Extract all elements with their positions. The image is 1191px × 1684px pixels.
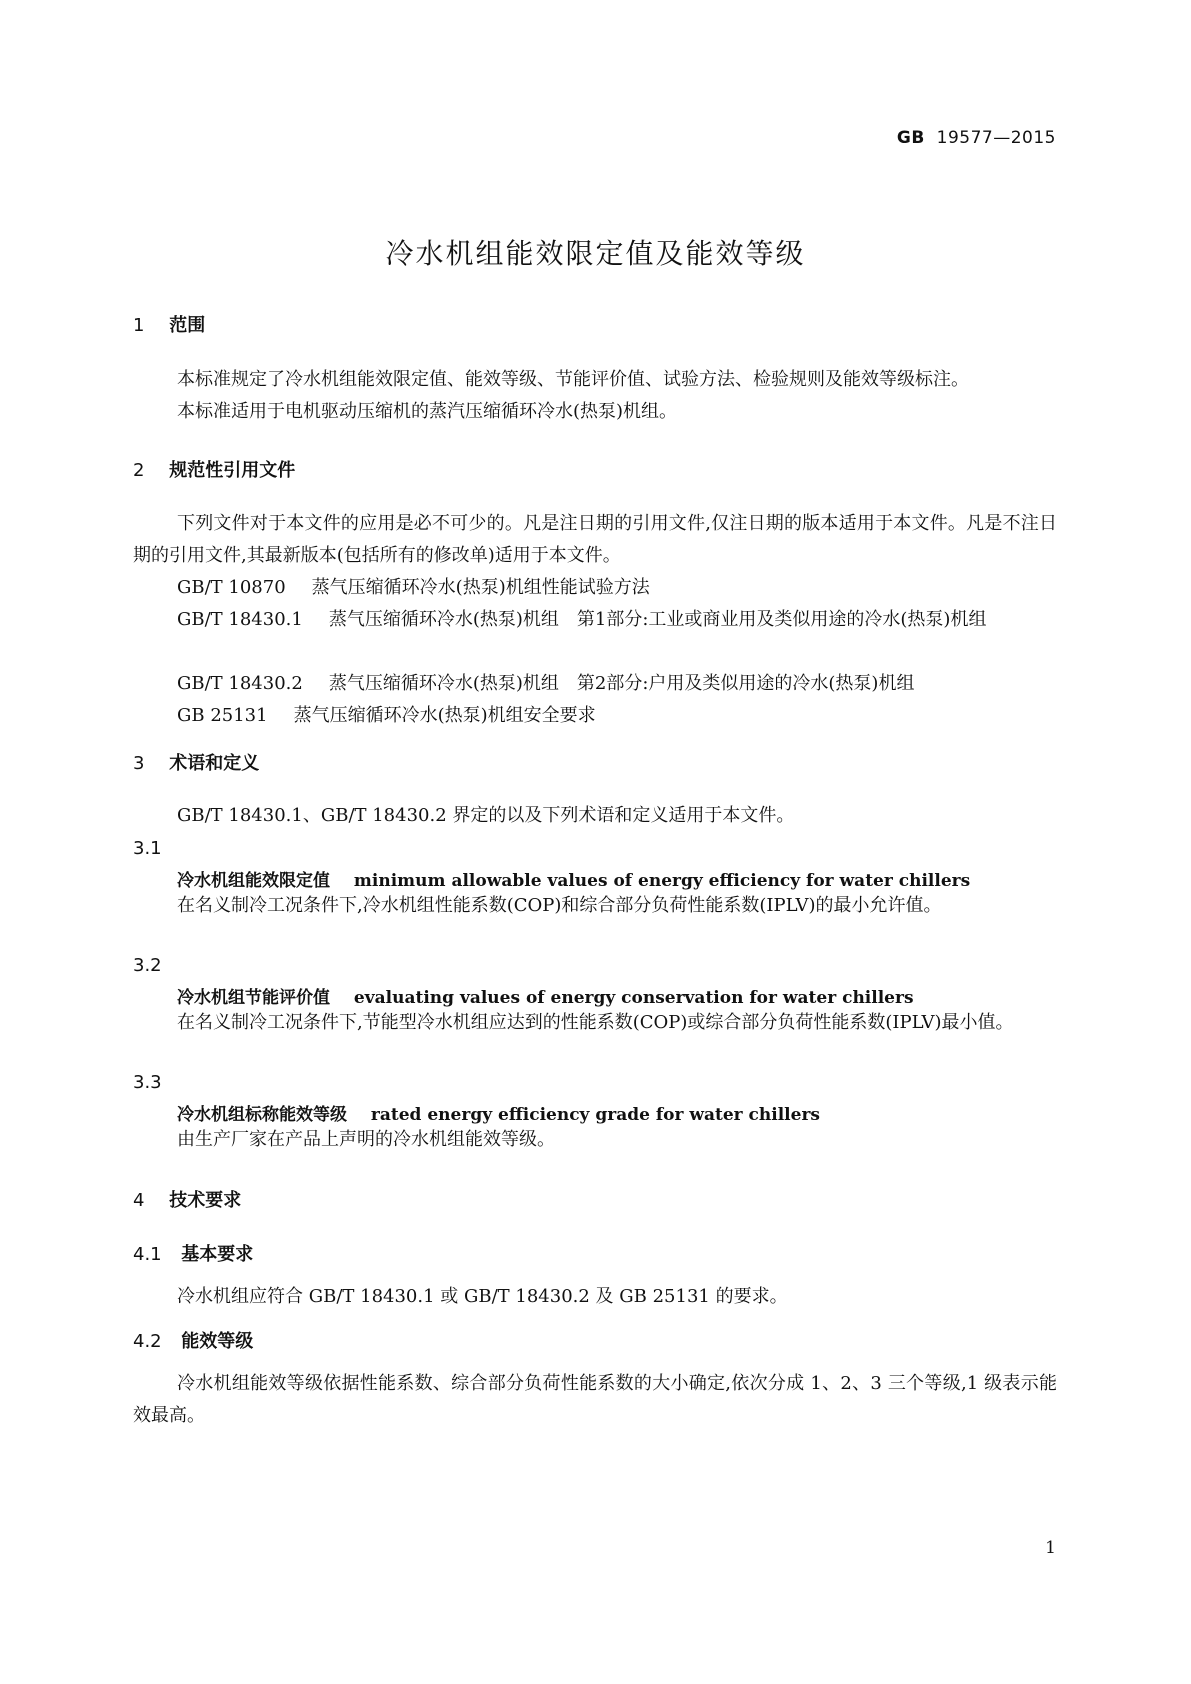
term-heading [177,866,970,891]
reference-title: 蒸气压缩循环冷水(热泵)机组安全要求 [293,705,596,726]
section-title: 技术要求 [169,1190,242,1211]
standard-code [897,128,1056,148]
standard-code-prefix: GB [896,128,925,148]
term-number: 3.1 [133,838,162,859]
term-number: 3.2 [133,955,162,976]
document-title: 冷水机组能效限定值及能效等级 [385,237,806,270]
subsection-number: 4.1 [133,1244,162,1265]
page-number: 1 [1045,1538,1056,1558]
subsection-title: 能效等级 [181,1331,254,1352]
subsection-4-1-text: 冷水机组应符合 GB/T 18430.1 或 GB/T 18430.2 及 GB 25131 的要求。 [177,1286,788,1307]
subsection-4-2-heading [133,1327,253,1353]
section-1-heading [133,311,205,337]
term-chinese: 冷水机组节能评价值 [177,988,330,1008]
section-title: 规范性引用文件 [169,460,296,481]
term-heading [177,1100,820,1125]
normative-reference [177,668,914,700]
section-2-intro: 下列文件对于本文件的应用是必不可少的。凡是注日期的引用文件,仅注日期的版本适用于本文件。凡是不注日期的引用文件,其最新版本(包括所有的修改单)适用于本文件。 [133,513,1057,566]
section-1-paragraph: 本标准适用于电机驱动压缩机的蒸汽压缩循环冷水(热泵)机组。 [177,401,678,422]
normative-reference [177,572,650,604]
term-english: minimum allowable values of energy efficiency for water chillers [353,871,971,891]
term-english: evaluating values of energy conservation for water chillers [353,988,914,1008]
term-chinese: 冷水机组标称能效等级 [177,1105,347,1125]
subsection-number: 4.2 [133,1331,162,1352]
reference-code: GB 25131 [177,705,268,726]
term-chinese: 冷水机组能效限定值 [177,871,330,891]
section-3-heading [133,749,259,775]
term-definition: 在名义制冷工况条件下,节能型冷水机组应达到的性能系数(COP)或综合部分负荷性能系数(IPLV)最小值。 [177,1012,1014,1033]
standard-code-number: 19577—2015 [936,128,1056,148]
subsection-4-2-text: 冷水机组能效等级依据性能系数、综合部分负荷性能系数的大小确定,依次分成 1、2、3 三个等级,1 级表示能效最高。 [133,1373,1057,1426]
section-number: 1 [133,315,145,336]
reference-code: GB/T 18430.1 [177,609,303,630]
section-title: 术语和定义 [169,753,260,774]
section-4-heading [133,1186,241,1212]
reference-code: GB/T 10870 [177,577,286,598]
reference-title: 蒸气压缩循环冷水(热泵)机组 第2部分:户用及类似用途的冷水(热泵)机组 [328,673,915,694]
term-heading [177,983,914,1008]
term-definition: 在名义制冷工况条件下,冷水机组性能系数(COP)和综合部分负荷性能系数(IPLV)的最小允许值。 [177,895,942,916]
section-1-paragraph: 本标准规定了冷水机组能效限定值、能效等级、节能评价值、试验方法、检验规则及能效等级标注。 [177,369,969,390]
normative-reference [177,700,596,732]
section-3-intro: GB/T 18430.1、GB/T 18430.2 界定的以及下列术语和定义适用于本文件。 [177,805,795,826]
term-definition: 由生产厂家在产品上声明的冷水机组能效等级。 [177,1129,555,1150]
section-number: 3 [133,753,145,774]
reference-title: 蒸气压缩循环冷水(热泵)机组性能试验方法 [311,577,650,598]
section-2-heading [133,456,295,482]
subsection-title: 基本要求 [181,1244,254,1265]
normative-reference [133,604,1057,636]
section-number: 4 [133,1190,145,1211]
section-number: 2 [133,460,145,481]
subsection-4-1-heading [133,1240,253,1266]
section-title: 范围 [169,315,206,336]
term-number: 3.3 [133,1072,162,1093]
reference-title: 蒸气压缩循环冷水(热泵)机组 第1部分:工业或商业用及类似用途的冷水(热泵)机组 [328,609,987,630]
term-english: rated energy efficiency grade for water chillers [370,1105,820,1125]
reference-code: GB/T 18430.2 [177,673,303,694]
